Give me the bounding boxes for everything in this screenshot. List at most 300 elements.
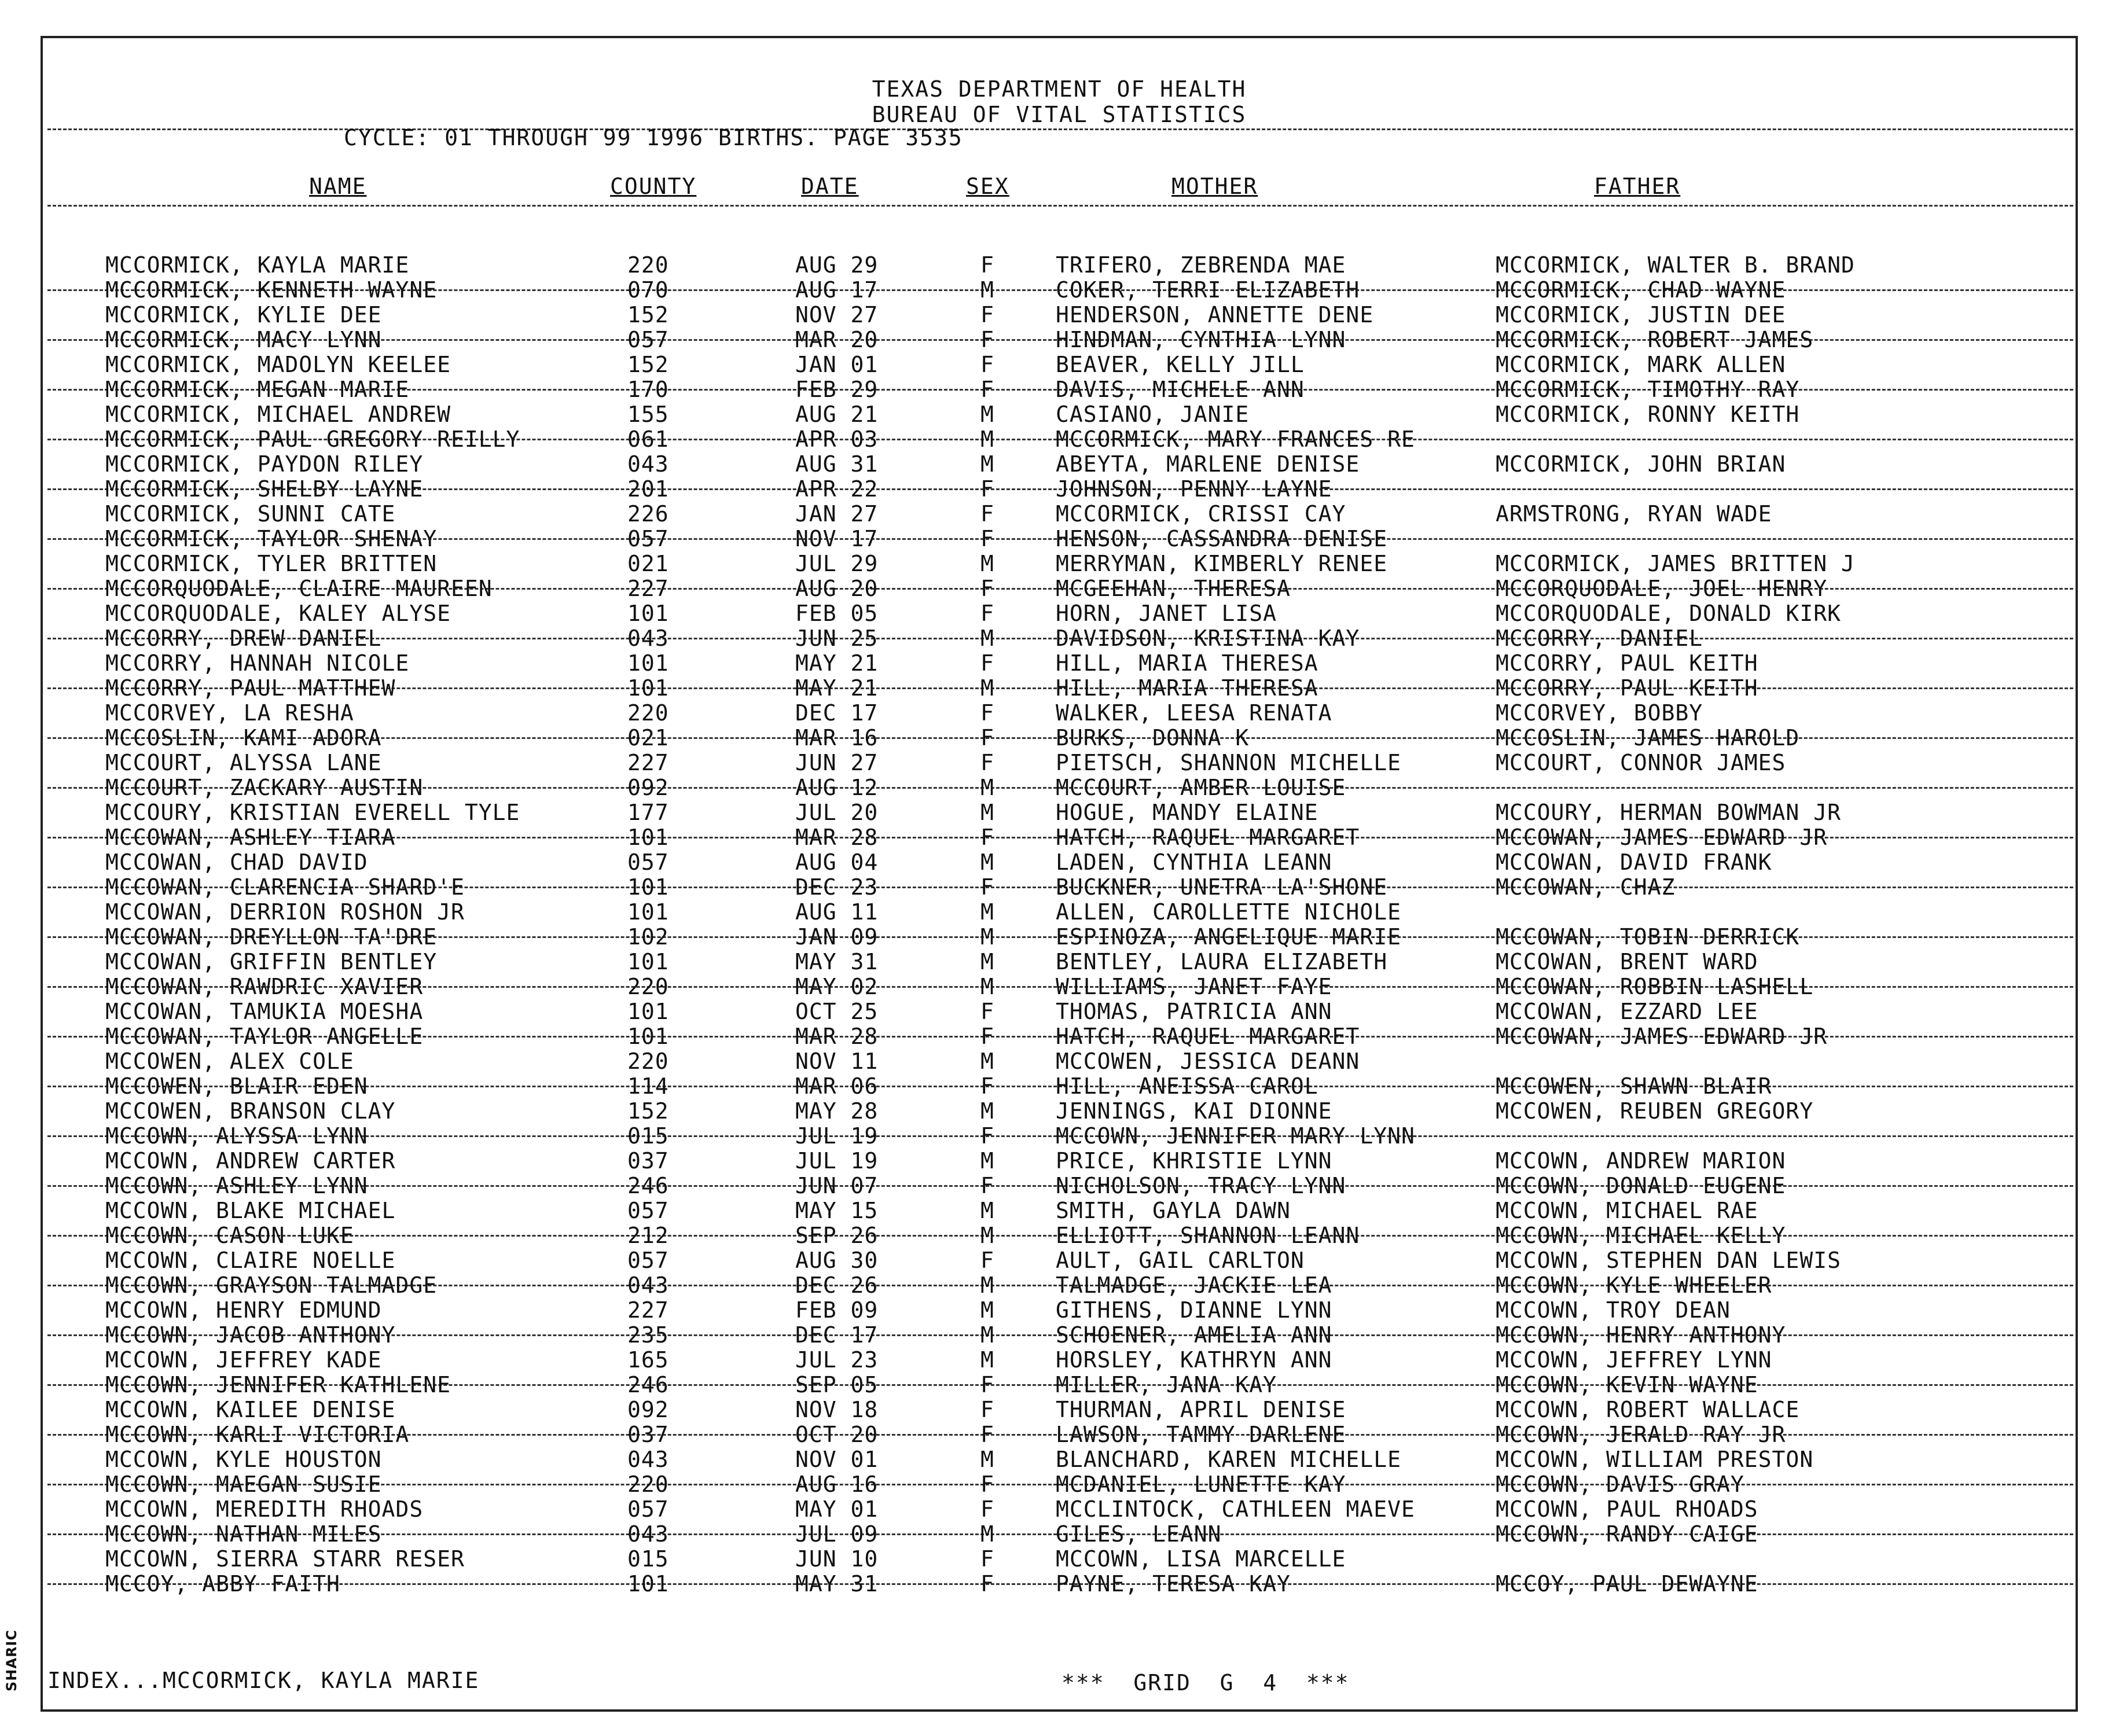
record-mother: NICHOLSON, TRACY LYNN [1056,1173,1346,1198]
record-father: MCCORMICK, ROBERT JAMES [1496,327,1814,352]
record-county: 101 [627,650,669,676]
record-date: AUG 30 [795,1248,879,1273]
record-name: MCCOSLIN, KAMI ADORA [105,725,382,751]
record-date: AUG 11 [795,899,879,925]
record-father: MCCOY, PAUL DEWAYNE [1496,1571,1758,1597]
record-name: MCCOURT, ALYSSA LANE [105,750,382,775]
record-row [43,1372,2076,1397]
record-name: MCCOWN, ALYSSA LYNN [105,1123,368,1149]
record-date: JUL 09 [795,1521,879,1547]
record-row [43,1546,2076,1571]
record-row [43,999,2076,1024]
record-sex: M [980,849,994,875]
record-county: 177 [627,800,669,825]
record-mother: LAWSON, TAMMY DARLENE [1056,1422,1346,1447]
record-sex: M [980,277,994,303]
record-name: MCCOWAN, DERRION ROSHON JR [105,899,465,925]
record-name: MCCORMICK, KYLIE DEE [105,302,382,328]
column-header-mother: MOTHER [1171,174,1258,199]
record-county: 101 [627,874,669,900]
record-date: JAN 09 [795,924,879,950]
column-header-rule [47,205,2073,207]
record-county: 057 [627,1198,669,1223]
record-date: AUG 04 [795,849,879,875]
record-date: AUG 31 [795,451,879,477]
record-name: MCCOWN, KYLE HOUSTON [105,1447,382,1472]
record-mother: WILLIAMS, JANET FAYE [1056,974,1332,999]
record-row [43,601,2076,626]
record-name: MCCOWAN, DREYLLON TA'DRE [105,924,438,950]
record-county: 092 [627,775,669,800]
record-row [43,501,2076,526]
record-row [43,800,2076,825]
record-sex: F [980,1073,994,1099]
record-name: MCCORMICK, PAYDON RILEY [105,451,424,477]
record-county: 037 [627,1422,669,1447]
record-mother: MCCLINTOCK, CATHLEEN MAEVE [1056,1496,1415,1522]
record-row [43,327,2076,352]
record-sex: F [980,1422,994,1447]
record-name: MCCOY, ABBY FAITH [105,1571,340,1597]
record-county: 170 [627,377,669,402]
record-mother: AULT, GAIL CARLTON [1056,1248,1305,1273]
record-sex: F [980,576,994,601]
record-county: 057 [627,1248,669,1273]
record-father: MCCOWEN, REUBEN GREGORY [1496,1098,1814,1124]
record-row [43,1472,2076,1496]
record-sex: F [980,999,994,1024]
record-row [43,849,2076,874]
record-sex: M [980,1148,994,1174]
record-row [43,725,2076,750]
record-sex: F [980,1546,994,1572]
record-county: 015 [627,1546,669,1572]
record-sex: M [980,626,994,651]
record-name: MCCOWEN, ALEX COLE [105,1049,354,1074]
record-date: JUL 19 [795,1148,879,1174]
record-father: MCCOWAN, DAVID FRANK [1496,849,1772,875]
record-sex: F [980,825,994,850]
record-father: MCCOWN, HENRY ANTHONY [1496,1322,1786,1348]
record-date: MAY 31 [795,1571,879,1597]
record-father: MCCORMICK, TIMOTHY RAY [1496,377,1800,402]
record-name: MCCORMICK, PAUL GREGORY REILLY [105,426,520,452]
record-name: MCCORRY, PAUL MATTHEW [105,675,396,701]
record-mother: HOGUE, MANDY ELAINE [1056,800,1318,825]
record-row [43,1173,2076,1198]
record-date: MAR 28 [795,1024,879,1049]
record-row [43,1322,2076,1347]
record-row [43,1347,2076,1372]
record-row [43,924,2076,949]
record-county: 101 [627,999,669,1024]
record-mother: JENNINGS, KAI DIONNE [1056,1098,1332,1124]
record-row [43,1198,2076,1223]
record-name: MCCOWAN, CHAD DAVID [105,849,368,875]
cycle-line: CYCLE: 01 THROUGH 99 1996 BIRTHS. PAGE 3535 [344,125,963,150]
record-sex: M [980,1198,994,1223]
record-name: MCCOWN, CASON LUKE [105,1223,354,1248]
record-row [43,426,2076,451]
record-date: DEC 26 [795,1272,879,1298]
record-county: 226 [627,501,669,527]
record-row [43,675,2076,700]
record-mother: HILL, ANEISSA CAROL [1056,1073,1318,1099]
column-header-sex: SEX [966,174,1009,199]
record-father: MCCOWAN, ROBBIN LASHELL [1496,974,1814,999]
record-mother: COKER, TERRI ELIZABETH [1056,277,1360,303]
record-county: 201 [627,476,669,502]
record-mother: PAYNE, TERESA KAY [1056,1571,1291,1597]
record-row [43,476,2076,501]
record-county: 152 [627,302,669,328]
record-county: 101 [627,1571,669,1597]
record-mother: ALLEN, CAROLLETTE NICHOLE [1056,899,1401,925]
record-county: 227 [627,576,669,601]
record-name: MCCOURY, KRISTIAN EVERELL TYLE [105,800,520,825]
birth-index-sheet [41,36,2078,1712]
record-name: MCCOWN, ANDREW CARTER [105,1148,396,1174]
record-date: JUL 23 [795,1347,879,1373]
record-date: JUN 07 [795,1173,879,1198]
record-mother: MCCOWEN, JESSICA DEANN [1056,1049,1360,1074]
record-father: MCCORVEY, BOBBY [1496,700,1703,726]
record-row [43,1073,2076,1098]
record-mother: THOMAS, PATRICIA ANN [1056,999,1332,1024]
record-county: 037 [627,1148,669,1174]
record-name: MCCOWAN, CLARENCIA SHARD'E [105,874,465,900]
record-county: 212 [627,1223,669,1248]
record-date: AUG 21 [795,402,879,427]
record-county: 057 [627,849,669,875]
record-sex: M [980,551,994,576]
record-mother: MCCORMICK, CRISSI CAY [1056,501,1346,527]
record-father: MCCOWN, KYLE WHEELER [1496,1272,1772,1298]
record-father: MCCORRY, PAUL KEITH [1496,650,1758,676]
record-father: MCCORMICK, JUSTIN DEE [1496,302,1786,328]
record-row [43,949,2076,974]
record-county: 220 [627,252,669,278]
record-mother: BLANCHARD, KAREN MICHELLE [1056,1447,1401,1472]
record-sex: M [980,402,994,427]
record-name: MCCOWN, MAEGAN SUSIE [105,1472,382,1497]
record-county: 165 [627,1347,669,1373]
record-row [43,1297,2076,1322]
record-county: 101 [627,1024,669,1049]
record-row [43,451,2076,476]
record-father: MCCOWAN, CHAZ [1496,874,1676,900]
record-row [43,1223,2076,1248]
record-date: MAR 16 [795,725,879,751]
record-row [43,874,2076,899]
record-name: MCCORMICK, MEGAN MARIE [105,377,410,402]
record-county: 102 [627,924,669,950]
record-date: JUN 25 [795,626,879,651]
record-row [43,1447,2076,1472]
record-date: AUG 20 [795,576,879,601]
record-row [43,1148,2076,1173]
record-sex: F [980,526,994,551]
record-sex: M [980,949,994,974]
record-row [43,1496,2076,1521]
record-county: 227 [627,1297,669,1323]
record-row [43,1024,2076,1049]
record-date: NOV 17 [795,526,879,551]
record-date: NOV 18 [795,1397,879,1422]
record-mother: HORN, JANET LISA [1056,601,1277,626]
record-mother: BUCKNER, UNETRA LA'SHONE [1056,874,1388,900]
record-county: 015 [627,1123,669,1149]
record-county: 220 [627,1472,669,1497]
record-row [43,377,2076,402]
record-date: NOV 01 [795,1447,879,1472]
record-name: MCCOWN, MEREDITH RHOADS [105,1496,424,1522]
record-sex: M [980,1272,994,1298]
record-sex: F [980,1173,994,1198]
record-father: MCCORQUODALE, JOEL HENRY [1496,576,1828,601]
record-row [43,825,2076,849]
record-mother: HORSLEY, KATHRYN ANN [1056,1347,1332,1373]
record-date: APR 22 [795,476,879,502]
record-father: MCCOWAN, EZZARD LEE [1496,999,1758,1024]
record-name: MCCORQUODALE, KALEY ALYSE [105,601,451,626]
record-row [43,626,2076,650]
record-mother: HENSON, CASSANDRA DENISE [1056,526,1388,551]
record-row [43,775,2076,800]
record-name: MCCORQUODALE, CLAIRE MAUREEN [105,576,493,601]
record-mother: HATCH, RAQUEL MARGARET [1056,1024,1360,1049]
record-mother: MCCOURT, AMBER LOUISE [1056,775,1346,800]
record-father: MCCOWEN, SHAWN BLAIR [1496,1073,1772,1099]
record-sex: M [980,1297,994,1323]
record-sex: M [980,775,994,800]
record-sex: M [980,974,994,999]
record-county: 043 [627,1272,669,1298]
records-list [43,252,2076,1596]
record-date: JUL 19 [795,1123,879,1149]
record-sex: F [980,1372,994,1397]
record-name: MCCOWAN, TAYLOR ANGELLE [105,1024,424,1049]
record-county: 043 [627,626,669,651]
record-father: MCCORMICK, JOHN BRIAN [1496,451,1786,477]
record-date: SEP 05 [795,1372,879,1397]
record-father: MCCOWN, ANDREW MARION [1496,1148,1786,1174]
record-date: NOV 27 [795,302,879,328]
record-sex: M [980,1447,994,1472]
record-sex: F [980,252,994,278]
record-row [43,750,2076,775]
record-date: MAR 06 [795,1073,879,1099]
record-father: MCCOWN, TROY DEAN [1496,1297,1731,1323]
record-date: SEP 26 [795,1223,879,1248]
record-county: 043 [627,451,669,477]
record-name: MCCOWN, CLAIRE NOELLE [105,1248,396,1273]
record-mother: DAVIS, MICHELE ANN [1056,377,1305,402]
record-mother: SMITH, GAYLA DAWN [1056,1198,1291,1223]
record-name: MCCORMICK, MADOLYN KEELEE [105,352,451,377]
record-date: MAY 28 [795,1098,879,1124]
record-row [43,1098,2076,1123]
record-date: JUN 27 [795,750,879,775]
record-father: MCCOWAN, BRENT WARD [1496,949,1758,974]
record-county: 101 [627,601,669,626]
record-date: JAN 27 [795,501,879,527]
record-father: MCCOWN, DAVIS GRAY [1496,1472,1744,1497]
record-mother: ELLIOTT, SHANNON LEANN [1056,1223,1360,1248]
record-date: JUN 10 [795,1546,879,1572]
record-father: MCCOURT, CONNOR JAMES [1496,750,1786,775]
record-sex: M [980,1223,994,1248]
record-mother: HINDMAN, CYNTHIA LYNN [1056,327,1346,352]
record-sex: F [980,1123,994,1149]
column-header-county: COUNTY [610,174,697,199]
column-header-date: DATE [801,174,859,199]
record-mother: TRIFERO, ZEBRENDA MAE [1056,252,1346,278]
record-name: MCCOWEN, BLAIR EDEN [105,1073,368,1099]
record-name: MCCORMICK, MACY LYNN [105,327,382,352]
record-mother: MCDANIEL, LUNETTE KAY [1056,1472,1346,1497]
record-mother: LADEN, CYNTHIA LEANN [1056,849,1332,875]
record-county: 057 [627,1496,669,1522]
record-sex: F [980,501,994,527]
column-header-name: NAME [309,174,367,199]
record-sex: M [980,1521,994,1547]
record-name: MCCOWN, HENRY EDMUND [105,1297,382,1323]
record-mother: MCCOWN, JENNIFER MARY LYNN [1056,1123,1415,1149]
record-county: 235 [627,1322,669,1348]
record-date: DEC 17 [795,700,879,726]
record-row [43,1397,2076,1422]
record-date: OCT 20 [795,1422,879,1447]
record-name: MCCORMICK, TYLER BRITTEN [105,551,438,576]
record-mother: MCCOWN, LISA MARCELLE [1056,1546,1346,1572]
record-father: MCCOWN, MICHAEL RAE [1496,1198,1758,1223]
record-name: MCCOWN, KAILEE DENISE [105,1397,396,1422]
record-row [43,1571,2076,1596]
record-sex: F [980,476,994,502]
record-row [43,551,2076,576]
record-date: MAY 31 [795,949,879,974]
record-county: 246 [627,1173,669,1198]
agency-title: TEXAS DEPARTMENT OF HEALTH [872,76,1247,102]
record-sex: F [980,1571,994,1597]
record-sex: M [980,924,994,950]
record-mother: MCCORMICK, MARY FRANCES RE [1056,426,1415,452]
record-name: MCCOWN, JEFFREY KADE [105,1347,382,1373]
record-date: JAN 01 [795,352,879,377]
record-mother: HILL, MARIA THERESA [1056,650,1318,676]
record-name: MCCOWEN, BRANSON CLAY [105,1098,396,1124]
record-name: MCCOWN, BLAKE MICHAEL [105,1198,396,1223]
record-row [43,526,2076,551]
record-name: MCCOWN, NATHAN MILES [105,1521,382,1547]
record-date: AUG 12 [795,775,879,800]
record-name: MCCORRY, HANNAH NICOLE [105,650,410,676]
record-county: 101 [627,675,669,701]
record-name: MCCORMICK, TAYLOR SHENAY [105,526,438,551]
record-mother: HENDERSON, ANNETTE DENE [1056,302,1374,328]
record-father: MCCOWN, JERALD RAY JR [1496,1422,1786,1447]
record-father: MCCOWN, KEVIN WAYNE [1496,1372,1758,1397]
record-sex: F [980,874,994,900]
record-sex: F [980,750,994,775]
record-date: MAY 15 [795,1198,879,1223]
record-name: MCCORMICK, SHELBY LAYNE [105,476,424,502]
record-father: MCCORMICK, RONNY KEITH [1496,402,1800,427]
record-date: DEC 17 [795,1322,879,1348]
record-sex: M [980,451,994,477]
record-date: FEB 29 [795,377,879,402]
record-row [43,1123,2076,1148]
record-name: MCCOWAN, RAWDRIC XAVIER [105,974,424,999]
record-sex: F [980,650,994,676]
record-county: 152 [627,352,669,377]
record-county: 220 [627,1049,669,1074]
record-county: 021 [627,551,669,576]
record-mother: BENTLEY, LAURA ELIZABETH [1056,949,1388,974]
record-father: MCCORQUODALE, DONALD KIRK [1496,601,1841,626]
record-row [43,700,2076,725]
record-sex: F [980,352,994,377]
record-name: MCCOWAN, TAMUKIA MOESHA [105,999,424,1024]
record-name: MCCOURT, ZACKARY AUSTIN [105,775,424,800]
record-county: 220 [627,974,669,999]
record-father: MCCOSLIN, JAMES HAROLD [1496,725,1800,751]
record-date: AUG 17 [795,277,879,303]
record-date: JUL 29 [795,551,879,576]
record-row [43,899,2076,924]
record-date: NOV 11 [795,1049,879,1074]
record-county: 057 [627,526,669,551]
record-county: 155 [627,402,669,427]
record-mother: BEAVER, KELLY JILL [1056,352,1305,377]
record-row [43,402,2076,426]
side-label: SHARIC [3,1630,20,1692]
record-mother: ABEYTA, MARLENE DENISE [1056,451,1360,477]
record-sex: F [980,1248,994,1273]
record-county: 061 [627,426,669,452]
record-row [43,1049,2076,1073]
record-sex: F [980,1397,994,1422]
footer-grid: *** GRID G 4 *** [1062,1670,1350,1695]
record-father: MCCOWN, WILLIAM PRESTON [1496,1447,1814,1472]
record-row [43,974,2076,999]
record-name: MCCOWN, GRAYSON TALMADGE [105,1272,438,1298]
record-mother: HATCH, RAQUEL MARGARET [1056,825,1360,850]
record-row [43,302,2076,327]
column-header-father: FATHER [1594,174,1681,199]
record-date: FEB 09 [795,1297,879,1323]
record-sex: F [980,302,994,328]
record-date: APR 03 [795,426,879,452]
record-county: 092 [627,1397,669,1422]
record-father: MCCOWN, ROBERT WALLACE [1496,1397,1800,1422]
record-date: MAY 21 [795,675,879,701]
record-father: MCCOWN, JEFFREY LYNN [1496,1347,1772,1373]
record-county: 220 [627,700,669,726]
record-date: MAR 28 [795,825,879,850]
record-county: 101 [627,949,669,974]
record-county: 101 [627,825,669,850]
record-county: 021 [627,725,669,751]
record-row [43,1248,2076,1272]
record-sex: M [980,1322,994,1348]
record-father: MCCORMICK, WALTER B. BRAND [1496,252,1855,278]
record-sex: M [980,1347,994,1373]
record-sex: F [980,377,994,402]
record-sex: M [980,899,994,925]
record-county: 043 [627,1447,669,1472]
